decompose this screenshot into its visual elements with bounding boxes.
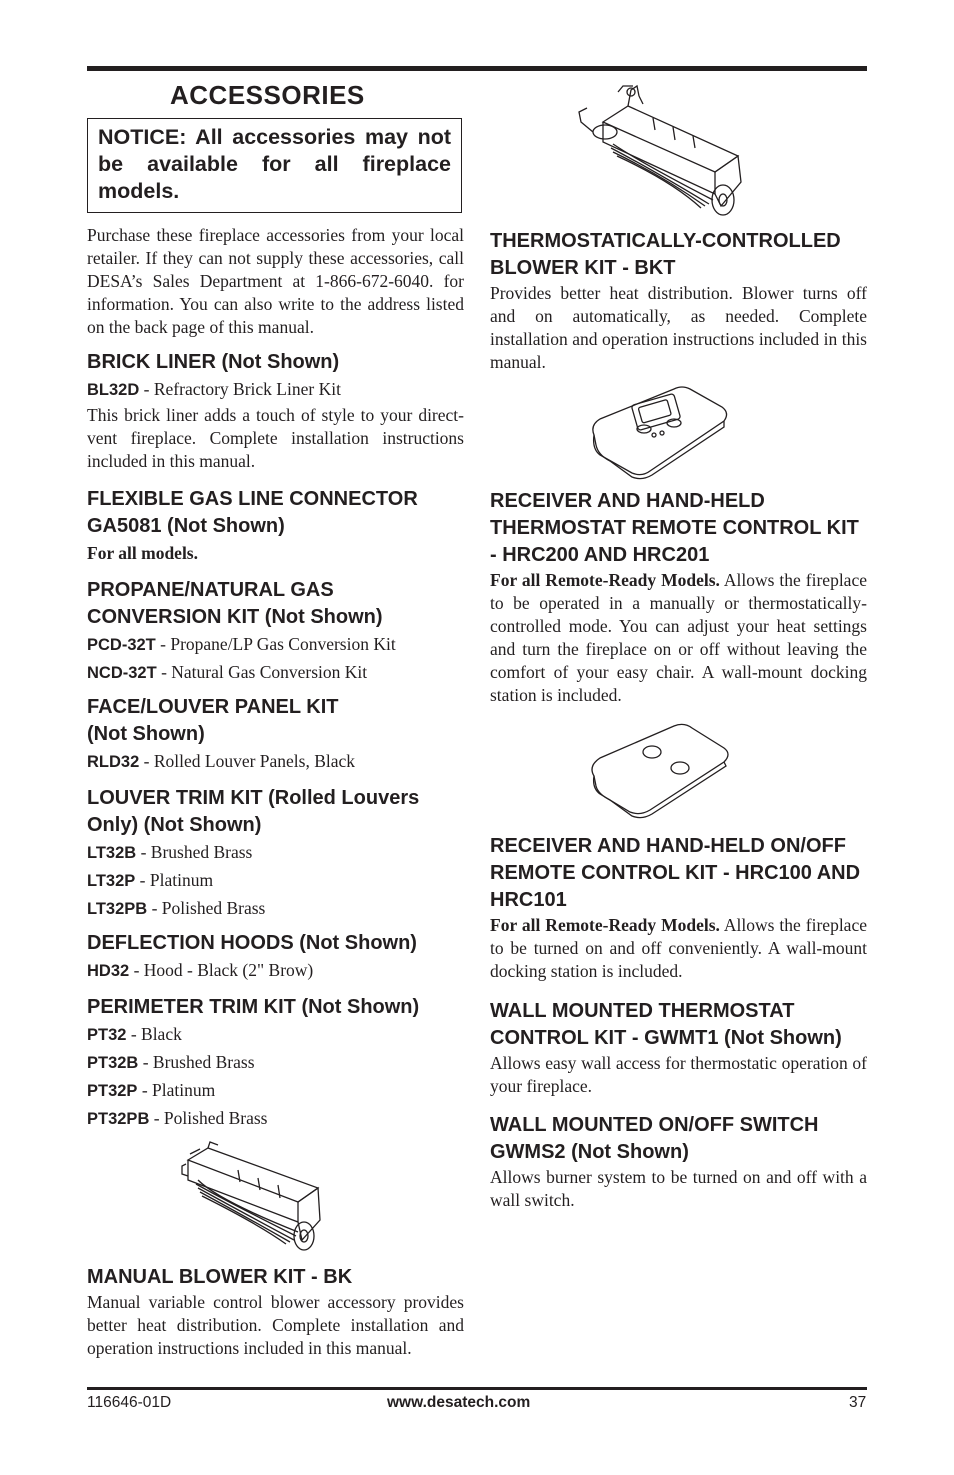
thermostat-remote-illustration bbox=[590, 385, 730, 480]
section-gas-line bbox=[87, 486, 464, 567]
conversion-code: PCD-32T bbox=[87, 636, 156, 654]
louver-desc: - Platinum bbox=[135, 870, 214, 890]
face-item bbox=[87, 748, 464, 776]
louver-item bbox=[87, 839, 464, 867]
section-brick-liner bbox=[87, 349, 464, 473]
brick-code-line bbox=[87, 376, 464, 404]
section-hrc100 bbox=[490, 833, 867, 983]
perimeter-heading: PERIMETER TRIM KIT (Not Shown) bbox=[87, 996, 420, 1018]
perimeter-desc: - Brushed Brass bbox=[138, 1052, 255, 1072]
louver-item bbox=[87, 895, 464, 923]
hrc100-body bbox=[490, 914, 867, 983]
hrc100-heading: RECEIVER AND HAND-HELD ON/OFF REMOTE CONTROL KIT - HRC100 AND HRC101 bbox=[490, 835, 861, 911]
section-deflection-hoods bbox=[87, 930, 464, 985]
conversion-item bbox=[87, 631, 464, 659]
document-number: 116646-01D bbox=[87, 1394, 172, 1411]
louver-code: LT32PB bbox=[87, 900, 148, 918]
manual-blower-body: Manual variable control blower accessory provides better heat distribution. Complete installation and operation instructions included in this manual. bbox=[87, 1292, 464, 1358]
perimeter-code: PT32P bbox=[87, 1082, 138, 1100]
notice-box: NOTICE: All accessories may not be available for all fireplace models. bbox=[87, 118, 462, 213]
brick-code-desc: - Refractory Brick Liner Kit bbox=[139, 379, 341, 399]
perimeter-item bbox=[87, 1021, 464, 1049]
conversion-desc: - Propane/LP Gas Conversion Kit bbox=[155, 634, 396, 654]
hoods-item bbox=[87, 957, 464, 985]
perimeter-code: PT32B bbox=[87, 1054, 139, 1072]
page-title: ACCESSORIES bbox=[170, 80, 365, 110]
hrc200-lead: For all Remote-Ready Models. bbox=[490, 570, 720, 590]
hoods-code: HD32 bbox=[87, 962, 130, 980]
face-heading: FACE/LOUVER PANEL KIT (Not Shown) bbox=[87, 696, 339, 745]
intro-paragraph: Purchase these fireplace accessories from your local retailer. If they can not supply these accessories, call DESA’s Sales Department at 1-866-672-6040. for information. You can also write to the address listed on the back page of this manual. bbox=[87, 225, 464, 337]
bottom-rule bbox=[87, 1387, 867, 1390]
hrc200-text: Allows the fireplace to be operated in a manually or thermostatically-controlled mode. You can adjust your heat settings and turn the fireplace on or off without leaving the comfort of your easy chair. A wall-mount docking station is included. bbox=[490, 570, 867, 705]
hoods-heading: DEFLECTION HOODS (Not Shown) bbox=[87, 932, 417, 954]
louver-heading: LOUVER TRIM KIT (Rolled Louvers Only) (Not Shown) bbox=[87, 787, 420, 836]
section-conversion bbox=[87, 577, 464, 687]
manual-blower-illustration bbox=[178, 1140, 328, 1260]
section-manual-blower bbox=[87, 1264, 464, 1360]
perimeter-code: PT32 bbox=[87, 1026, 127, 1044]
perimeter-desc: - Polished Brass bbox=[149, 1108, 268, 1128]
conversion-desc: - Natural Gas Conversion Kit bbox=[156, 662, 368, 682]
section-face-louver bbox=[87, 694, 464, 776]
brick-body: This brick liner adds a touch of style to your direct-vent fireplace. Complete installation instructions included in this manual. bbox=[87, 405, 464, 471]
conversion-item bbox=[87, 659, 464, 687]
hrc100-text: Allows the fireplace to be turned on and off conveniently. A wall-mount docking station is included. bbox=[490, 915, 867, 981]
conversion-heading: PROPANE/NATURAL GAS CONVERSION KIT (Not Shown) bbox=[87, 579, 383, 628]
perimeter-item bbox=[87, 1105, 464, 1133]
thermo-blower-heading: THERMOSTATICALLY-CONTROLLED BLOWER KIT - BKT bbox=[490, 230, 841, 279]
gwmt1-body: Allows easy wall access for thermostatic operation of your fireplace. bbox=[490, 1053, 867, 1096]
perimeter-item bbox=[87, 1049, 464, 1077]
louver-code: LT32P bbox=[87, 872, 136, 890]
section-gwmt1 bbox=[490, 998, 867, 1098]
face-desc: - Rolled Louver Panels, Black bbox=[139, 751, 356, 771]
hrc200-body bbox=[490, 569, 867, 707]
section-louver-trim bbox=[87, 785, 464, 923]
louver-item bbox=[87, 867, 464, 895]
hrc200-heading: RECEIVER AND HAND-HELD THERMOSTAT REMOTE CONTROL KIT - HRC200 AND HRC201 bbox=[490, 490, 859, 566]
section-perimeter-trim bbox=[87, 994, 464, 1133]
page-number: 37 bbox=[849, 1394, 867, 1411]
gwms2-heading: WALL MOUNTED ON/OFF SWITCH GWMS2 (Not Shown) bbox=[490, 1114, 819, 1163]
section-thermostatic-blower bbox=[490, 228, 867, 374]
hrc100-lead: For all Remote-Ready Models. bbox=[490, 915, 720, 935]
top-rule bbox=[87, 66, 867, 71]
section-gwms2 bbox=[490, 1112, 867, 1212]
perimeter-code: PT32PB bbox=[87, 1110, 150, 1128]
gwmt1-heading: WALL MOUNTED THERMOSTAT CONTROL KIT - GWMT1 (Not Shown) bbox=[490, 1000, 842, 1049]
face-code: RLD32 bbox=[87, 753, 140, 771]
thermostatic-blower-illustration bbox=[573, 82, 748, 222]
hoods-desc: - Hood - Black (2" Brow) bbox=[129, 960, 314, 980]
section-hrc200 bbox=[490, 488, 867, 707]
conversion-code: NCD-32T bbox=[87, 664, 157, 682]
gwms2-body: Allows burner system to be turned on and off with a wall switch. bbox=[490, 1167, 867, 1210]
perimeter-desc: - Platinum bbox=[137, 1080, 216, 1100]
manual-blower-heading: MANUAL BLOWER KIT - BK bbox=[87, 1266, 353, 1288]
gasline-heading: FLEXIBLE GAS LINE CONNECTOR GA5081 (Not Shown) bbox=[87, 488, 418, 537]
gasline-body: For all models. bbox=[87, 543, 198, 563]
louver-desc: - Polished Brass bbox=[147, 898, 266, 918]
perimeter-item bbox=[87, 1077, 464, 1105]
website-link[interactable]: www.desatech.com bbox=[387, 1394, 531, 1411]
brick-code: BL32D bbox=[87, 381, 140, 399]
onoff-remote-illustration bbox=[588, 722, 733, 819]
thermo-blower-body: Provides better heat distribution. Blower turns off and on automatically, as needed. Complete installation and operation instructions included in this manual. bbox=[490, 283, 867, 372]
brick-heading: BRICK LINER (Not Shown) bbox=[87, 351, 340, 373]
perimeter-desc: - Black bbox=[126, 1024, 182, 1044]
louver-code: LT32B bbox=[87, 844, 137, 862]
louver-desc: - Brushed Brass bbox=[136, 842, 253, 862]
